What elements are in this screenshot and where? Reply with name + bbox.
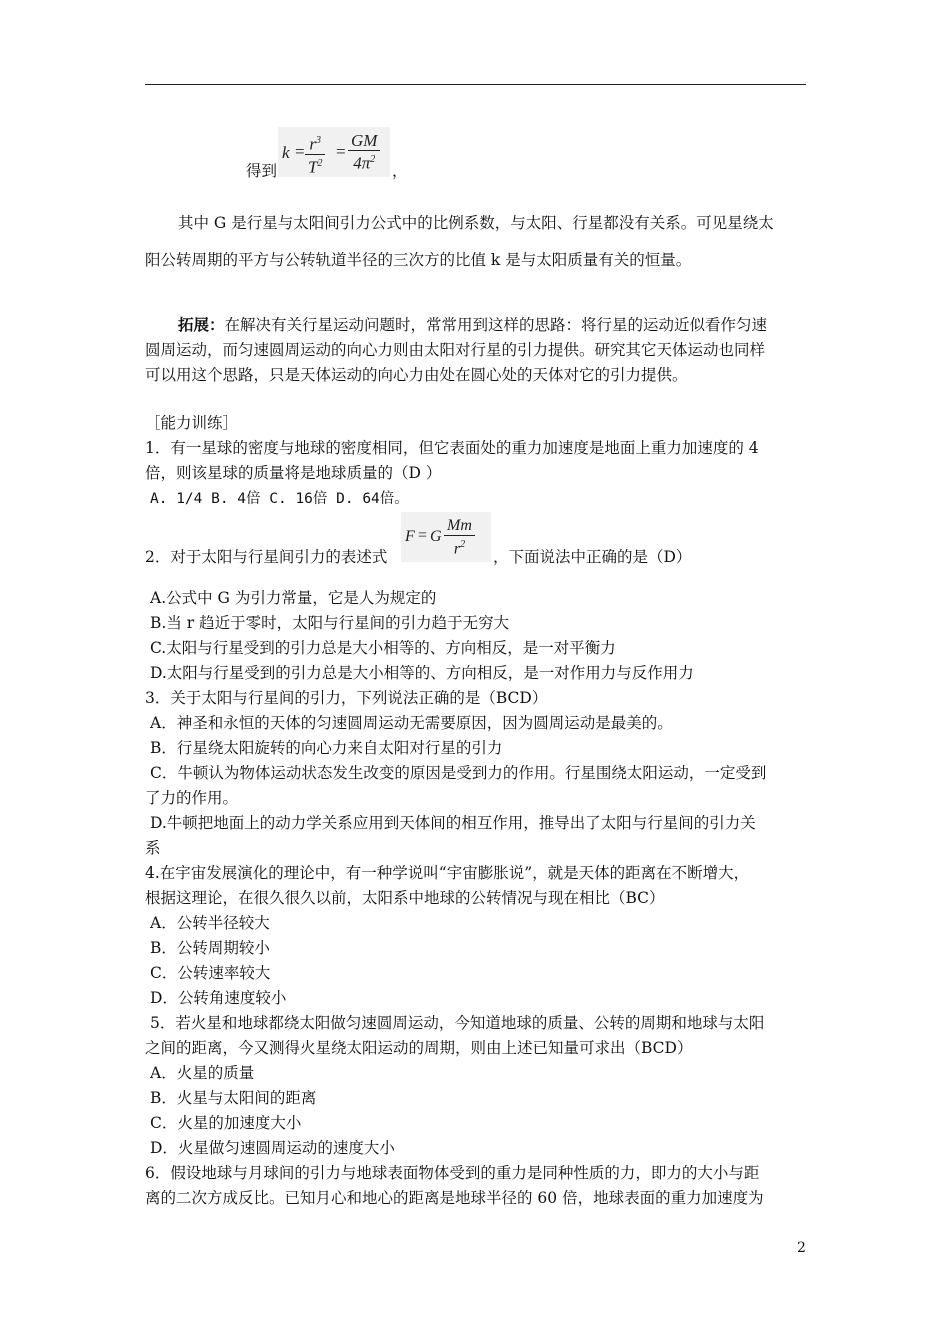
extension-line-1: 拓展：在解决有关行星运动问题时，常常用到这样的思路：将行星的运动近似看作匀速 (178, 315, 768, 334)
q5-line-2: 之间的距离，今又测得火星绕太阳运动的周期，则由上述已知量可求出（BCD） (145, 1039, 693, 1057)
q4-option-a: A．公转半径较大 (150, 914, 270, 932)
intro-get-prefix: 得到 (246, 162, 278, 180)
q2-suffix: ，下面说法中正确的是（D） (493, 548, 692, 566)
formula1-frac2: $\frac{GM}{4\pi^2}$ (348, 132, 380, 173)
q3-option-c-line-2: 了力的作用。 (145, 789, 239, 807)
q3-option-d-line-2: 系 (145, 839, 161, 857)
gravitation-formula: F = G $\frac{Mm}{r^2}$ (401, 512, 491, 562)
q6-line-1: 6．假设地球与月球间的引力与地球表面物体受到的重力是同种性质的力，即力的大小与距 (145, 1164, 760, 1182)
q4-line-2: 根据这理论，在很久很久以前，太阳系中地球的公转情况与现在相比（BC） (145, 889, 665, 907)
q2-option-d: D.太阳与行星受到的引力总是大小相等的、方向相反，是一对作用力与反作用力 (150, 664, 694, 682)
q4-line-1: 4.在宇宙发展演化的理论中，有一种学说叫“宇宙膨胀说”，就是天体的距离在不断增大， (145, 864, 750, 882)
q3-option-a: A．神圣和永恒的天体的匀速圆周运动无需要原因，因为圆周运动是最美的。 (150, 714, 673, 732)
q1-line-1: 1．有一星球的密度与地球的密度相同，但它表面处的重力加速度是地面上重力加速度的 4 (145, 439, 759, 457)
q5-option-c: C．火星的加速度大小 (150, 1114, 302, 1132)
q4-option-b: B．公转周期较小 (150, 939, 270, 957)
q4-option-c: C．公转速率较大 (150, 964, 271, 982)
q1-options: A. 1/4 B. 4倍 C. 16倍 D. 64倍。 (150, 491, 409, 507)
intro-para-line-2: 阳公转周期的平方与公转轨道半径的三次方的比值 k 是与太阳质量有关的恒量。 (145, 251, 692, 269)
q5-option-a: A．火星的质量 (150, 1064, 255, 1082)
extension-line-2: 圆周运动，而匀速圆周运动的向心力则由太阳对行星的引力提供。研究其它天体运动也同样 (145, 341, 766, 359)
q2-prefix: 2．对于太阳与行星间引力的表述式 (145, 548, 388, 566)
intro-para-line-1: 其中 G 是行星与太阳间引力公式中的比例系数，与太阳、行星都没有关系。可见星绕太 (178, 214, 774, 232)
q5-option-d: D．火星做匀速圆周运动的速度大小 (150, 1139, 395, 1157)
formula1-frac1: $\frac{r^3}{T^2}$ (305, 132, 325, 176)
q2-option-b: B.当 r 趋近于零时，太阳与行星间的引力趋于无穷大 (150, 614, 510, 632)
q4-option-d: D．公转角速度较小 (150, 989, 287, 1007)
q2-option-c: C.太阳与行星受到的引力总是大小相等的、方向相反，是一对平衡力 (150, 639, 616, 657)
q5-line-1: 5．若火星和地球都绕太阳做匀速圆周运动，今知道地球的质量、公转的周期和地球与太阳 (150, 1014, 765, 1032)
q3-option-b: B．行星绕太阳旋转的向心力来自太阳对行星的引力 (150, 739, 503, 757)
extension-label: 拓展： (178, 315, 225, 334)
q6-line-2: 离的二次方成反比。已知月心和地心的距离是地球半径的 60 倍，地球表面的重力加速度为 (145, 1189, 764, 1207)
q5-option-b: B．火星与太阳间的距离 (150, 1089, 317, 1107)
q1-line-2: 倍，则该星球的质量将是地球质量的（D ） (145, 464, 442, 482)
q3-option-c-line-1: C．牛顿认为物体运动状态发生改变的原因是受到力的作用。行星围绕太阳运动，一定受到 (150, 764, 767, 782)
training-heading: ［能力训练］ (145, 414, 239, 432)
page-number: 2 (797, 1240, 806, 1256)
extension-line-3: 可以用这个思路，只是天体运动的向心力由处在圆心处的天体对它的引力提供。 (145, 366, 688, 384)
intro-get-suffix: ， (392, 162, 408, 180)
q3-option-d-line-1: D.牛顿把地面上的动力学关系应用到天体间的相互作用，推导出了太阳与行星间的引力关 (150, 814, 756, 832)
q2-option-a: A.公式中 G 为引力常量，它是人为规定的 (150, 589, 437, 607)
formula1-lhs: k (282, 143, 290, 162)
q3-stem: 3．关于太阳与行星间的引力，下列说法正确的是（BCD） (145, 689, 548, 707)
kepler-formula: k = $\frac{r^3}{T^2}$ = $\frac{GM}{4\pi^2}$ (278, 127, 390, 177)
header-rule (145, 84, 806, 85)
formula2-frac: $\frac{Mm}{r^2}$ (444, 517, 475, 558)
